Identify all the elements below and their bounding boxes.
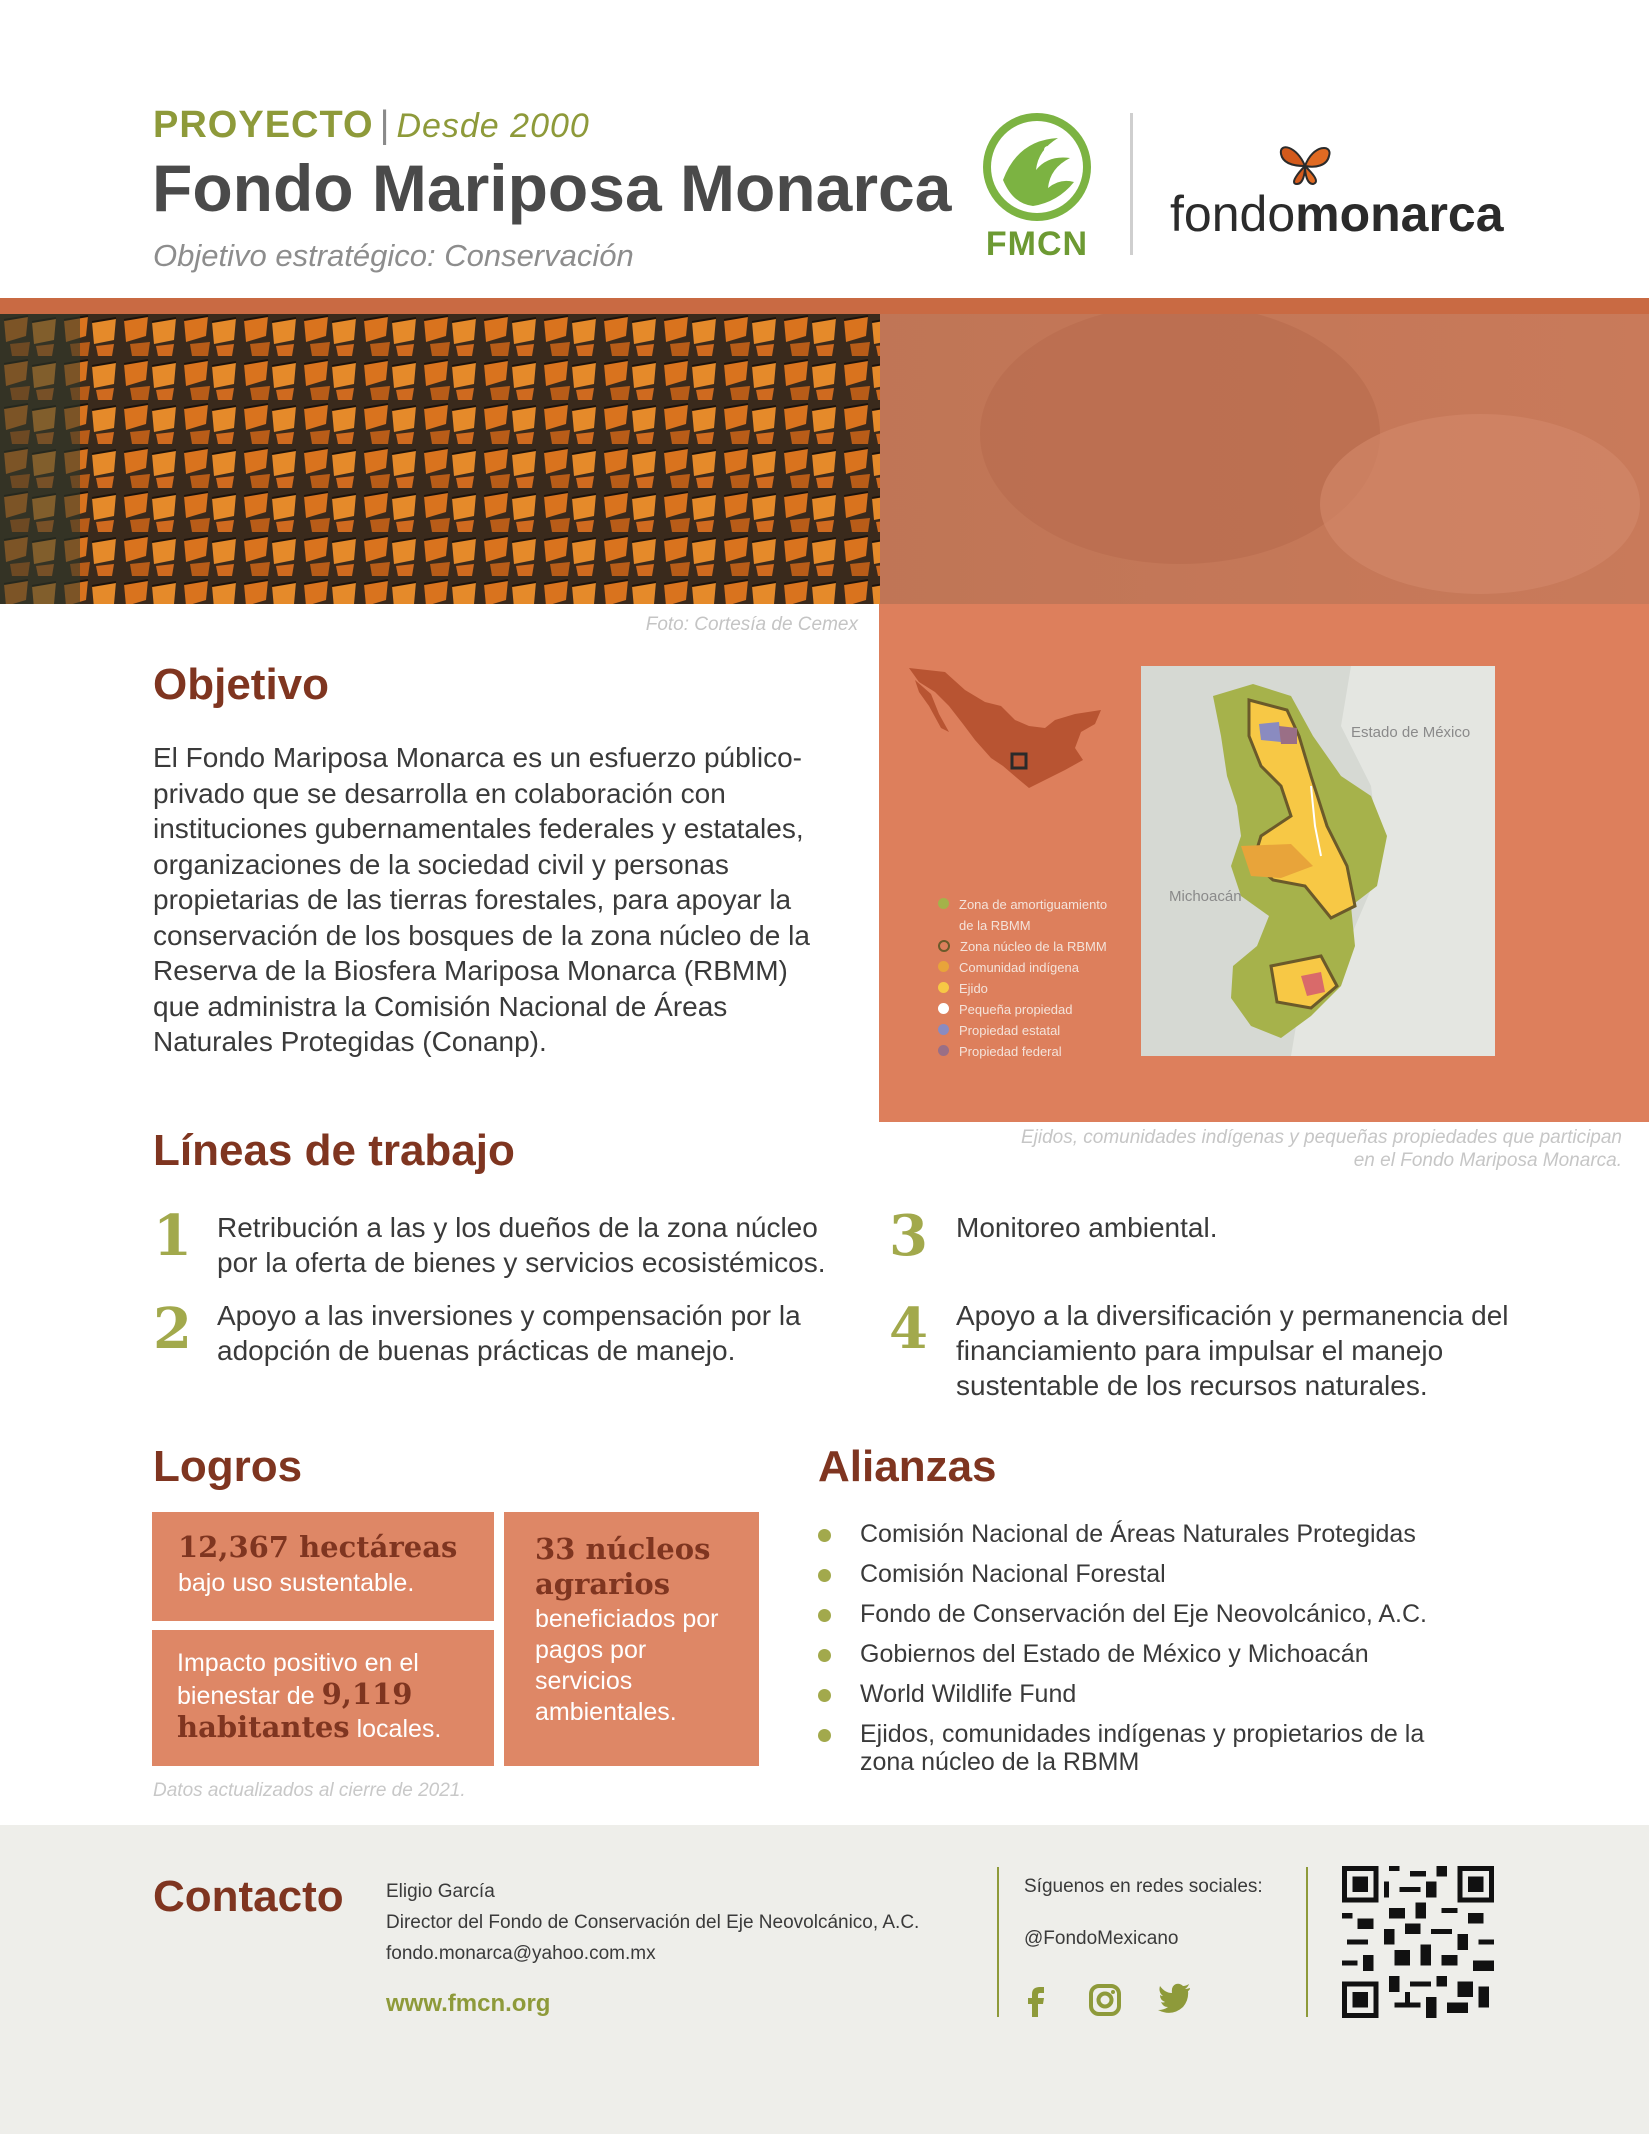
contact-name: Eligio García bbox=[386, 1881, 495, 1902]
alianzas-heading: Alianzas bbox=[818, 1442, 997, 1491]
legend-item: Ejido bbox=[938, 978, 1118, 999]
line-text: Apoyo a la diversificación y permanencia del financiamiento para impulsar el manejo sustentable de los recursos naturales. bbox=[956, 1300, 1509, 1401]
list-item: World Wildlife Fund bbox=[818, 1680, 1500, 1708]
social-handle[interactable]: @FondoMexicano bbox=[1024, 1928, 1179, 1949]
page-title: Fondo Mariposa Monarca bbox=[152, 151, 952, 225]
logros-heading: Logros bbox=[153, 1442, 303, 1491]
line-number: 2 bbox=[153, 1296, 192, 1362]
legend-item: Zona de amortiguamiento de la RBMM bbox=[938, 894, 1118, 936]
line-text: Monitoreo ambiental. bbox=[956, 1212, 1218, 1243]
map-label-estado: Estado de México bbox=[1351, 724, 1471, 741]
facebook-icon[interactable] bbox=[1022, 1983, 1052, 2017]
butterfly-icon bbox=[1275, 140, 1335, 188]
fondo-monarca-logo: fondomonarca bbox=[1170, 186, 1504, 242]
contact-info bbox=[386, 1876, 919, 1969]
list-item: Comisión Nacional Forestal bbox=[818, 1560, 1500, 1588]
line-number: 3 bbox=[889, 1203, 928, 1269]
footer-divider bbox=[1306, 1867, 1308, 2017]
mexico-map bbox=[905, 662, 1105, 797]
twitter-icon[interactable] bbox=[1158, 1983, 1192, 2013]
map-legend bbox=[938, 894, 1118, 1062]
achievement-box bbox=[152, 1630, 494, 1766]
alianzas-list bbox=[818, 1520, 1500, 1788]
legend-item: Pequeña propiedad bbox=[938, 999, 1118, 1020]
photo-credit: Foto: Cortesía de Cemex bbox=[645, 614, 858, 635]
nucleos-label: beneficiados por pagos por servicios ambientales. bbox=[535, 1605, 719, 1726]
hectareas-figure: 12,367 hectáreas bbox=[178, 1530, 458, 1564]
map-caption: Ejidos, comunidades indígenas y pequeñas propiedades que participan en el Fondo Mariposa Monarca. bbox=[1020, 1127, 1622, 1171]
list-item: Fondo de Conservación del Eje Neovolcánico, A.C. bbox=[818, 1600, 1500, 1628]
legend-item: Propiedad federal bbox=[938, 1041, 1118, 1062]
line-number: 4 bbox=[889, 1296, 928, 1362]
achievement-box bbox=[504, 1512, 759, 1766]
page-subtitle: Objetivo estratégico: Conservación bbox=[153, 238, 634, 273]
qr-code[interactable] bbox=[1342, 1866, 1494, 2018]
habitantes-figure: 9,119 habitantes bbox=[177, 1677, 413, 1744]
fmcn-logo-text: FMCN bbox=[985, 225, 1089, 263]
hero-image bbox=[0, 314, 1649, 604]
legend-item: Propiedad estatal bbox=[938, 1020, 1118, 1041]
footer-divider bbox=[997, 1867, 999, 2017]
social-icons bbox=[1022, 1983, 1192, 2017]
nucleos-figure: 33 núcleos agrarios bbox=[535, 1532, 711, 1601]
instagram-icon[interactable] bbox=[1088, 1983, 1122, 2017]
contacto-heading: Contacto bbox=[153, 1872, 344, 1921]
line-text: Apoyo a las inversiones y compensación por la adopción de buenas prácticas de manejo. bbox=[217, 1300, 801, 1366]
achievement-box bbox=[152, 1512, 494, 1621]
habitantes-text: Impacto positivo en el bienestar de 9,119 habitantes locales. bbox=[177, 1649, 442, 1744]
contact-role: Director del Fondo de Conservación del Eje Neovolcánico, A.C. bbox=[386, 1912, 920, 1933]
website-link[interactable]: www.fmcn.org bbox=[386, 1990, 551, 2017]
since-label: Desde 2000 bbox=[396, 107, 590, 145]
project-label: PROYECTO | Desde 2000 bbox=[153, 104, 590, 146]
reserve-map bbox=[1141, 666, 1495, 1056]
list-item: Gobiernos del Estado de México y Michoacán bbox=[818, 1640, 1500, 1668]
objetivo-heading: Objetivo bbox=[153, 660, 330, 709]
data-note: Datos actualizados al cierre de 2021. bbox=[153, 1780, 466, 1801]
contact-email[interactable]: fondo.monarca@yahoo.com.mx bbox=[386, 1943, 656, 1964]
line-number: 1 bbox=[153, 1203, 192, 1269]
list-item: Ejidos, comunidades indígenas y propietarios de la zona núcleo de la RBMM bbox=[818, 1720, 1460, 1776]
line-text: Retribución a las y los dueños de la zona núcleo por la oferta de bienes y servicios ecosistémicos. bbox=[217, 1212, 826, 1278]
legend-item: Comunidad indígena bbox=[938, 957, 1118, 978]
legend-item: Zona núcleo de la RBMM bbox=[938, 936, 1118, 957]
lineas-heading: Líneas de trabajo bbox=[153, 1126, 515, 1175]
map-label-michoacan: Michoacán bbox=[1169, 888, 1242, 905]
social-label: Síguenos en redes sociales: bbox=[1024, 1876, 1263, 1897]
header-bar bbox=[0, 298, 1649, 314]
hectareas-label: bajo uso sustentable. bbox=[178, 1569, 415, 1597]
objetivo-text: El Fondo Mariposa Monarca es un esfuerzo público-privado que se desarrolla en colaboración con instituciones gubernamentales federales y estatales, organizaciones de la sociedad civil y personas propietarias de las tierras forestales, para apoyar la conservación de los bosques de la zona núcleo de la Reserva de la Biosfera Mariposa Monarca (RBMM) que administra la Comisión Nacional de Áreas Naturales Protegidas (Conanp). bbox=[153, 742, 810, 1057]
list-item: Comisión Nacional de Áreas Naturales Protegidas bbox=[818, 1520, 1500, 1548]
logo-divider bbox=[1130, 113, 1133, 255]
